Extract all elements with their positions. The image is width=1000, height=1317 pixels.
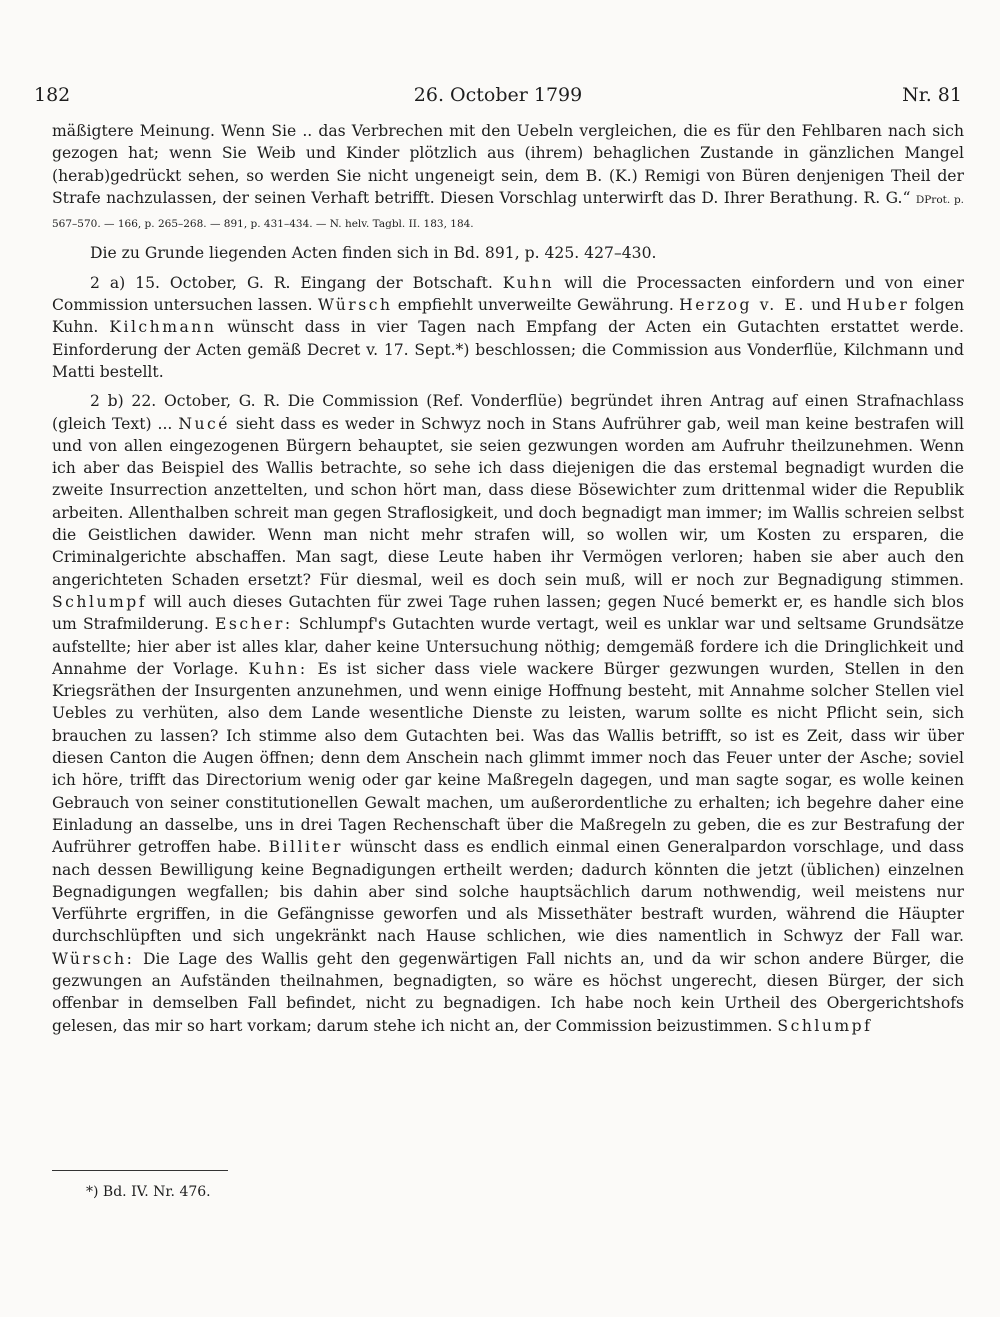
speaker-name: Kuhn xyxy=(502,273,555,292)
speaker-name: Huber xyxy=(846,296,910,315)
speaker-name: Schlumpf xyxy=(52,592,148,611)
speaker-name: Würsch: xyxy=(52,949,135,968)
speaker-name: Escher: xyxy=(215,615,293,634)
main-text xyxy=(52,120,964,1037)
footnote: *) Bd. IV. Nr. 476. xyxy=(86,1184,211,1200)
speaker-name: Schlumpf xyxy=(777,1016,873,1035)
paragraph-2: Die zu Grunde liegenden Acten finden sich in Bd. 891, p. 425. 427–430. xyxy=(90,244,657,263)
speaker-name: Nucé xyxy=(178,414,230,433)
speaker-name: Kilchmann xyxy=(109,318,217,337)
speaker-name: Herzog v. E. xyxy=(679,296,806,315)
paragraph-4: 2 b) 22. October, G. R. Die Commission (Ref. Vonderflüe) begründet ihren Antrag auf einen Strafnachlass (gleich Text) ... Nucé sieht dass es weder in Schwyz noch in Stans Aufrührer gab, weil man keine bestrafen will und von allen eingezogenen Bürgern behauptet, sie seien gezwungen worden am Aufruhr theilzunehmen. Wenn ich aber das Beispiel des Wallis betrachte, so sehe ich dass diejenigen die das erstemal begnadigt wurden die zweite Insurrection anzettelten, und schon hört man, dass diese Bösewichter zum drittenmal wider die Republik arbeiten. Allenthalben schreit man gegen Straflosigkeit, und doch begnadigt man immer; im Wallis schreien selbst die Geistlichen dawider. Wenn man nicht mehr strafen will, so wollen wir, um Kosten zu ersparen, die Criminalgerichte abschaffen. Man sagt, diese Leute haben ihr Vermögen verloren; haben sie aber auch den angerichteten Schaden ersetzt? Für diesmal, weil es doch sein muß, will er noch zur Begnadigung stimmen. Schlumpf will auch dieses Gutachten für zwei Tage ruhen lassen; gegen Nucé bemerkt er, es handle sich blos um Strafmilderung. Escher: Schlumpf's Gutachten wurde vertagt, weil es unklar war und seltsame Grundsätze aufstellte; hier aber ist alles klar, daher keine Untersuchung nöthig; demgemäß fordere ich die Dringlichkeit und Annahme der Vorlage. Kuhn: Es ist sicher dass viele wackere Bürger gezwungen wurden, Stellen in den Kriegsräthen der Insurgenten anzunehmen, und wenn einige Hoffnung besteht, mit Annahme solcher Stellen viel Uebles zu verhüten, also dem Lande wesentliche Dienste zu leisten, warum sollte es nicht Pflicht sein, sich brauchen zu lassen? Ich stimme also dem Gutachten bei. Was das Wallis betrifft, so ist es Zeit, dass wir über diesen Canton die Augen öffnen; denn dem Anschein nach glimmt immer noch das Feuer unter der Asche; soviel ich höre, trifft das Directorium wenig oder gar keine Maßregeln dagegen, und man sagte sogar, es wolle keinen Gebrauch von seiner constitutionellen Gewalt machen, um außerordentliche zu erhalten; ich begehre daher eine Einladung an dasselbe, uns in drei Tagen Rechenschaft über die Maßregeln zu geben, die es zur Bestrafung der Aufrührer getroffen habe. Billiter wünscht dass es endlich einmal einen Generalpardon vorschlage, und dass nach dessen Bewilligung keine Begnadigungen ertheilt werden; dadurch könnten die jetzt (üblichen) einzelnen Begnadigungen wegfallen; bis dahin aber sind solche hauptsächlich darum nothwendig, weil meistens nur Verführte ergriffen, in die Gefängnisse geworfen und als Missethäter bestraft wurden, während die Häupter durchschlüpften und sich ungekränkt nach Hause schlichen, wie dies namentlich in Schwyz der Fall war. Würsch: Die Lage des Wallis geht den gegenwärtigen Fall nichts an, und da wir schon andere Bürger, die gezwungen an Aufständen theilnahmen, begnadigten, so wäre es höchst ungerecht, diesen Bürger, der sich offenbar in demselben Fall befindet, nicht zu begnadigen. Ich habe noch kein Urtheil des Obergerichtshofs gelesen, das mir so hart vorkam; darum stehe ich nicht an, der Commission beizustimmen. Schlumpf xyxy=(52,392,964,1035)
speaker-name: Billiter xyxy=(268,838,343,857)
document-number: Nr. 81 xyxy=(902,84,962,106)
page-header xyxy=(34,84,962,114)
page-number: 182 xyxy=(34,84,71,106)
page-date: 26. October 1799 xyxy=(413,84,583,106)
footnote-divider xyxy=(52,1170,228,1171)
source-citation: DProt. p. 567–570. — 166, p. 265–268. — 891, p. 431–434. — N. helv. Tagbl. II. 183, 184. xyxy=(52,193,965,231)
speaker-name: Kuhn: xyxy=(248,659,308,678)
paragraph-1: mäßigtere Meinung. Wenn Sie .. das Verbrechen mit den Uebeln vergleichen, die es für den Fehlbaren nach sich gezogen hat; wenn Sie Weib und Kinder plötzlich aus (ihrem) behaglichen Zustande in gänzlichen Mangel (herab)gedrückt sehen, so werden Sie nicht ungeneigt sein, dem B. (K.) Remigi von Büren denjenigen Theil der Strafe nachzulassen, der seinen Verhaft betrifft. Diesen Vorschlag unterwirft das D. Ihrer Berathung. R. G.“ DProt. p. 567–570. — 166, p. 265–268. — 891, p. 431–434. — N. helv. Tagbl. II. 183, 184. xyxy=(52,122,965,231)
paragraph-3: 2 a) 15. October, G. R. Eingang der Botschaft. Kuhn will die Processacten einfordern und von einer Commission untersuchen lassen. Würsch empfiehlt unverweilte Gewährung. Herzog v. E. und Huber folgen Kuhn. Kilchmann wünscht dass in vier Tagen nach Empfang der Acten ein Gutachten erstattet werde. Einforderung der Acten gemäß Decret v. 17. Sept.*) beschlossen; die Commission aus Vonderflüe, Kilchmann und Matti bestellt. xyxy=(52,273,965,381)
speaker-name: Würsch xyxy=(317,296,393,315)
